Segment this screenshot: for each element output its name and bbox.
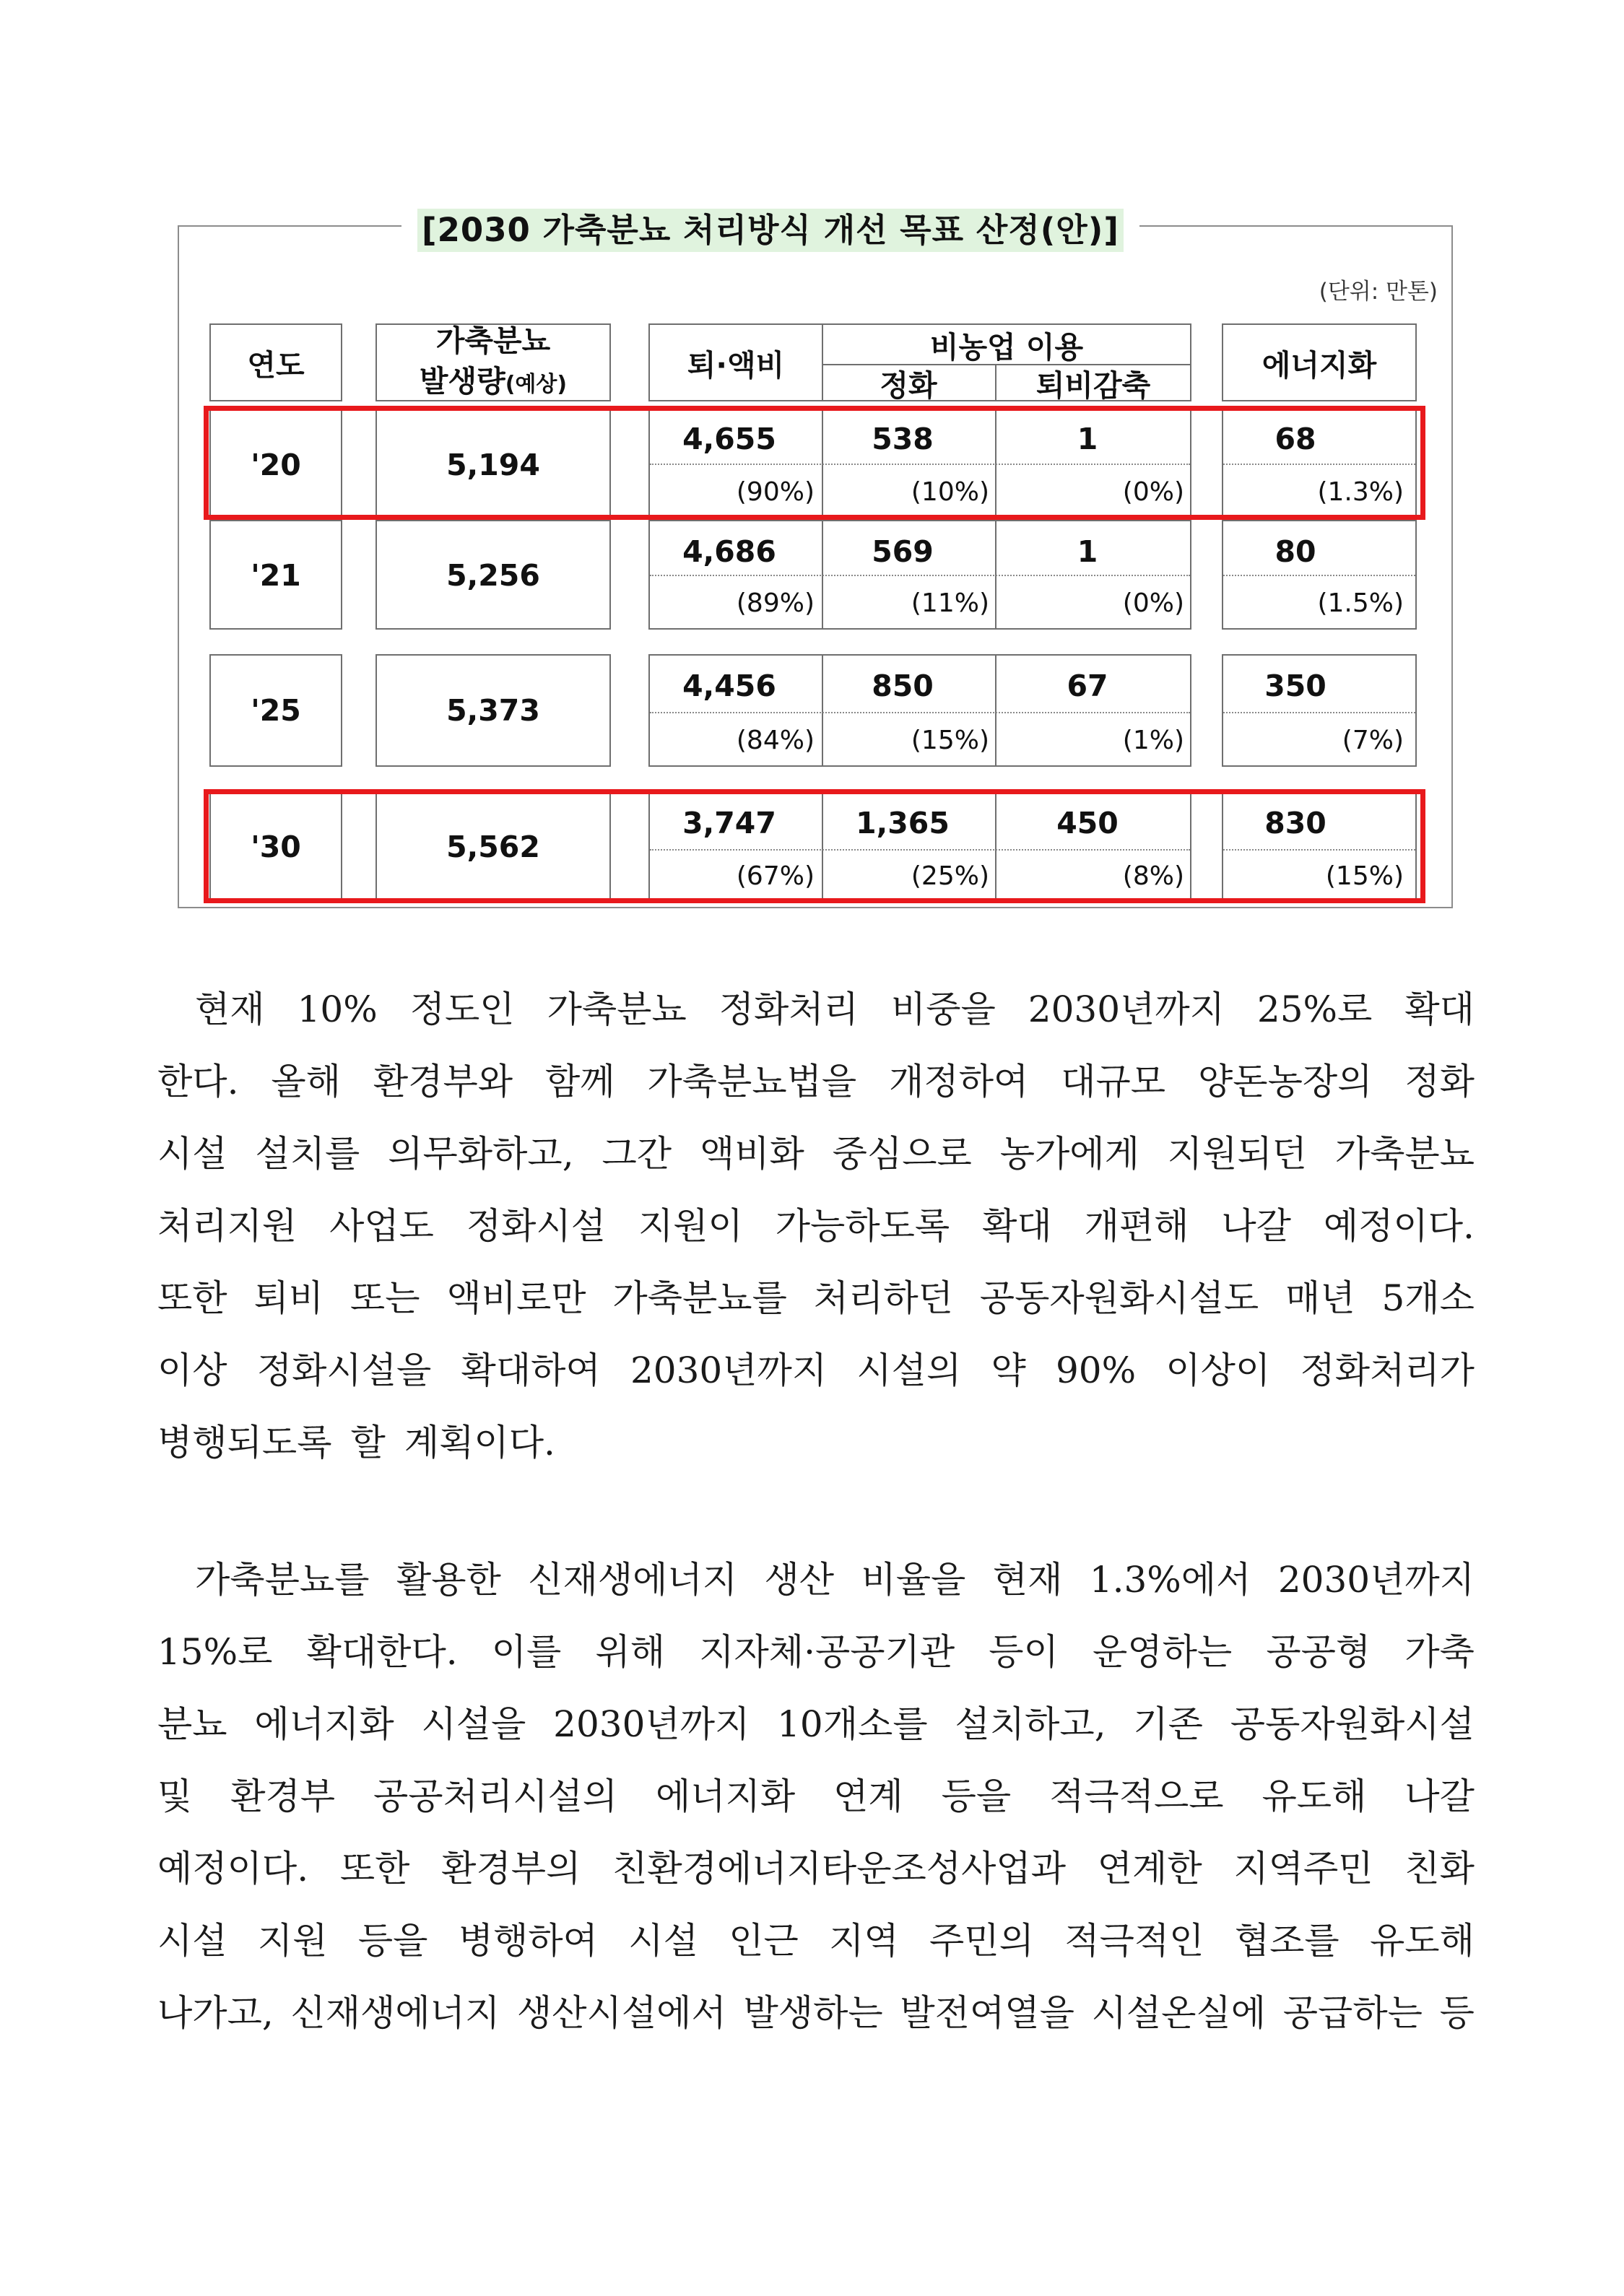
paragraph-word: 생산 [764,1559,835,1601]
row-year: '20 [251,448,301,482]
paragraph-word: 설치하고, [955,1703,1106,1745]
paragraph-line [157,1118,1475,1190]
paragraph-word: 가능하도록 [775,1205,950,1247]
paragraph-word: 활용한 [396,1559,501,1601]
row-energy: 350 [1264,669,1326,703]
header-compost: 퇴·액비 [687,347,785,383]
header-purify: 정화 [880,368,937,403]
paragraph-word: 연계한 [1097,1848,1202,1890]
row-compost-pct: (84%) [736,726,815,755]
highlight-2020-row [204,406,1425,520]
uses-box-25 [648,654,1191,767]
paragraph-word: 비중을 [890,988,996,1030]
paragraph-word: 퇴비 [253,1277,324,1319]
row-reduce-pct: (1%) [1122,726,1184,755]
paragraph-word: 시설을 [421,1703,526,1745]
paragraph-word: 나갈 [1404,1775,1475,1817]
header-energy: 에너지화 [1262,347,1377,383]
paragraph-word: 사업도 [329,1205,434,1247]
paragraph-word: 양돈농장의 [1197,1061,1373,1103]
paragraph-word: 및 [157,1775,193,1817]
row-energy-pct: (1.5%) [1317,588,1404,618]
paragraph-word: 설치를 [255,1133,360,1175]
paragraph-word: 처리지원 [157,1205,298,1247]
paragraph-word: 등을 [357,1920,428,1962]
paragraph-word: 정화시설 [466,1205,607,1247]
paragraph-word: 대규모 [1061,1061,1166,1103]
paragraph-word: 지자체·공공기관 [699,1631,955,1673]
paragraph-word: 병행하여 [458,1920,598,1962]
paragraph-word: 위해 [595,1631,666,1673]
unit-label: (단위: 만톤) [1319,279,1438,305]
paragraph-word: 계획이다. [404,1422,555,1464]
row-energy-pct: (1.3%) [1317,477,1404,507]
paragraph-word: 예정이다. [1323,1205,1475,1247]
paragraph-word: 시설의 [856,1349,962,1391]
row-purify: 1,365 [856,806,950,840]
paragraph-word: 시설 [157,1920,227,1962]
paragraph-word: 또는 [349,1277,420,1319]
header-uses-box [648,323,1191,401]
paragraph-word: 지원이 [638,1205,743,1247]
paragraph-word: 올해 [271,1061,341,1103]
paragraph-word: 지원되던 [1167,1133,1307,1175]
paragraph-word: 협조를 [1234,1920,1339,1962]
row-compost: 4,456 [682,669,776,703]
paragraph-word: 인근 [729,1920,799,1962]
paragraph-word: 신재생에너지 [290,1992,500,2034]
paragraph-word: 유도해 [1262,1775,1367,1817]
paragraph-word: 가축분뇨법을 [647,1061,857,1103]
paragraph-line [157,1262,1475,1334]
paragraph-word: 친환경에너지타운조성사업과 [612,1848,1067,1890]
highlight-2030-row [204,789,1425,903]
paragraph-word: 에너지화 [656,1775,796,1817]
row-reduce-pct: (8%) [1122,861,1184,891]
paragraph-word: 연계 [833,1775,903,1817]
row-year: '21 [251,558,301,593]
paragraph-line [157,1544,1475,1616]
paragraph-word: 지역 [829,1920,899,1962]
row-compost-pct: (67%) [736,861,815,891]
paragraph-word: 액비로만 [446,1277,586,1319]
row-energy: 80 [1275,534,1316,569]
paragraph-word: 의무화하고, [388,1133,574,1175]
row-compost: 3,747 [682,806,776,840]
row-reduce: 1 [1077,422,1098,456]
row-energy-pct: (15%) [1325,861,1404,891]
row-generation: 5,256 [446,558,540,593]
row-generation: 5,194 [446,448,540,482]
paragraph-word: 나가고, [157,1992,274,2034]
paragraph-word: 개정하여 [889,1061,1029,1103]
paragraph-line [157,1760,1475,1832]
paragraph-word: 개편해 [1084,1205,1189,1247]
paragraph-word: 가축분뇨 [547,988,687,1030]
paragraph-word: 공급하는 [1282,1992,1423,2034]
paragraph-word: 분뇨 [157,1703,227,1745]
paragraph-word: 25%로 [1256,988,1373,1030]
paragraph-word: 약 [991,1349,1026,1391]
row-year: '30 [251,830,301,864]
paragraph-word: 공공형 [1266,1631,1371,1673]
row-reduce: 450 [1056,806,1119,840]
paragraph-word: 발생하는 [743,1992,883,2034]
row-compost-pct: (89%) [736,588,815,618]
paragraph-word: 나갈 [1221,1205,1291,1247]
header-nonfarm: 비농업 이용 [929,329,1084,365]
row-energy-pct: (7%) [1342,726,1404,755]
row-purify-pct: (25%) [911,861,989,891]
paragraph-word: 시설 [157,1133,227,1175]
paragraph-word: 확대한다. [306,1631,458,1673]
paragraph-word: 지원 [257,1920,328,1962]
header-generation: 가축분뇨 발생량(예상) [419,323,568,399]
header-year: 연도 [247,347,305,383]
paragraph-word: 가축분뇨를 [612,1277,787,1319]
paragraph-word: 신재생에너지 [528,1559,738,1601]
paragraph-word: 확대하여 [461,1349,601,1391]
row-purify-pct: (10%) [911,477,989,507]
paragraph-word: 등이 [989,1631,1059,1673]
paragraph-word: 2030년까지 [1028,988,1225,1030]
row-compost-pct: (90%) [736,477,815,507]
paragraph-line [157,1616,1475,1688]
paragraph-word: 한다. [157,1061,239,1103]
table-title: [2030 가축분뇨 처리방식 개선 목표 산정(안)] [401,208,1139,253]
paragraph-word: 공동자원화시설도 [979,1277,1259,1319]
paragraph-word: 이상이 [1165,1349,1271,1391]
paragraph-word: 병행되도록 [157,1422,332,1464]
paragraph-word: 함께 [544,1061,615,1103]
row-generation: 5,373 [446,693,540,728]
paragraph-word: 또한 [339,1848,410,1890]
paragraph-purification [157,973,1475,1479]
paragraph-word: 1.3%에서 [1089,1559,1251,1601]
paragraph-word: 시설온실에 [1091,1992,1267,2034]
paragraph-word: 처리하던 [813,1277,953,1319]
paragraph-word: 확대 [1404,988,1475,1030]
paragraph-line [157,1334,1475,1406]
paragraph-word: 또한 [157,1277,227,1319]
paragraph-word: 현재 [992,1559,1063,1601]
paragraph-line [157,1406,1475,1479]
paragraph-line [157,1190,1475,1262]
paragraph-word: 90% [1056,1349,1137,1391]
paragraph-word: 확대 [982,1205,1052,1247]
paragraph-line [157,1688,1475,1760]
paragraph-word: 비율을 [861,1559,966,1601]
paragraph-line [157,1045,1475,1118]
paragraph-word: 정화시설을 [256,1349,432,1391]
paragraph-line [157,1905,1475,1977]
paragraph-word: 가축 [1404,1631,1475,1673]
row-reduce-pct: (0%) [1122,588,1184,618]
paragraph-word: 5개소 [1381,1277,1475,1319]
paragraph-word: 예정이다. [157,1848,309,1890]
paragraph-word: 농가에게 [999,1133,1139,1175]
paragraph-word: 2030년까지 [1277,1559,1475,1601]
row-reduce: 67 [1067,669,1108,703]
paragraph-word: 환경부 [230,1775,336,1817]
paragraph-word: 시설 [628,1920,698,1962]
paragraph-word: 2030년까지 [630,1349,828,1391]
paragraph-word: 그간 [602,1133,672,1175]
paragraph-word: 기존 [1133,1703,1203,1745]
year-box-25 [209,654,342,767]
paragraph-word: 2030년까지 [553,1703,750,1745]
generation-box-25 [375,654,611,767]
paragraph-word: 생산시설에서 [516,1992,726,2034]
paragraph-word: 지역주민 [1233,1848,1373,1890]
paragraph-word: 친화 [1404,1848,1475,1890]
paragraph-word: 가축분뇨를 [195,1559,370,1601]
paragraph-word: 이상 [157,1349,227,1391]
paragraph-word: 등을 [941,1775,1012,1817]
row-year: '25 [251,693,301,728]
row-energy: 68 [1275,422,1316,456]
paragraph-word: 공동자원화시설 [1230,1703,1475,1745]
header-energy-box [1222,323,1417,401]
paragraph-word: 정화처리 [718,988,859,1030]
paragraph-word: 매년 [1285,1277,1355,1319]
paragraph-word: 운영하는 [1093,1631,1233,1673]
paragraph-word: 할 [350,1422,386,1464]
paragraph-word: 발전여열을 [900,1992,1074,2034]
paragraph-word: 가축분뇨 [1334,1133,1475,1175]
paragraph-word: 중심으로 [832,1133,972,1175]
paragraph-word: 적극적으로 [1049,1775,1224,1817]
paragraph-line [157,1832,1475,1905]
paragraph-word: 정화처리가 [1300,1349,1475,1391]
paragraph-word: 에너지화 [254,1703,394,1745]
paragraph-word: 액비화 [699,1133,804,1175]
paragraph-word: 환경부와 [373,1061,513,1103]
paragraph-word: 10% [297,988,378,1030]
row-purify-pct: (15%) [911,726,989,755]
paragraph-line [157,973,1475,1045]
row-purify: 850 [872,669,934,703]
paragraph-word: 주민의 [929,1920,1034,1962]
row-purify-pct: (11%) [911,588,989,618]
row-purify: 538 [872,422,934,456]
row-energy: 830 [1264,806,1326,840]
row-purify: 569 [872,534,934,569]
header-year-box [209,323,342,401]
paragraph-word: 정화 [1404,1061,1475,1103]
paragraph-word: 유도해 [1370,1920,1475,1962]
header-reduce: 퇴비감축 [1035,368,1151,403]
paragraph-word: 공공처리시설의 [373,1775,618,1817]
header-generation-box [375,323,611,401]
row-compost: 4,686 [682,534,776,569]
row-reduce: 1 [1077,534,1098,569]
paragraph-line [157,1977,1475,2049]
energy-box-25 [1222,654,1417,767]
paragraph-word: 환경부의 [441,1848,581,1890]
paragraph-word: 적극적인 [1064,1920,1204,1962]
paragraph-word: 15%로 [157,1631,273,1673]
paragraph-word: 10개소를 [777,1703,928,1745]
paragraph-word: 등 [1439,1992,1475,2034]
paragraph-word: 정도인 [409,988,515,1030]
paragraph-word: 현재 [195,988,265,1030]
paragraph-word: 이를 [491,1631,562,1673]
paragraph-energy [157,1544,1475,2049]
row-compost: 4,655 [682,422,776,456]
row-reduce-pct: (0%) [1122,477,1184,507]
row-generation: 5,562 [446,830,540,864]
